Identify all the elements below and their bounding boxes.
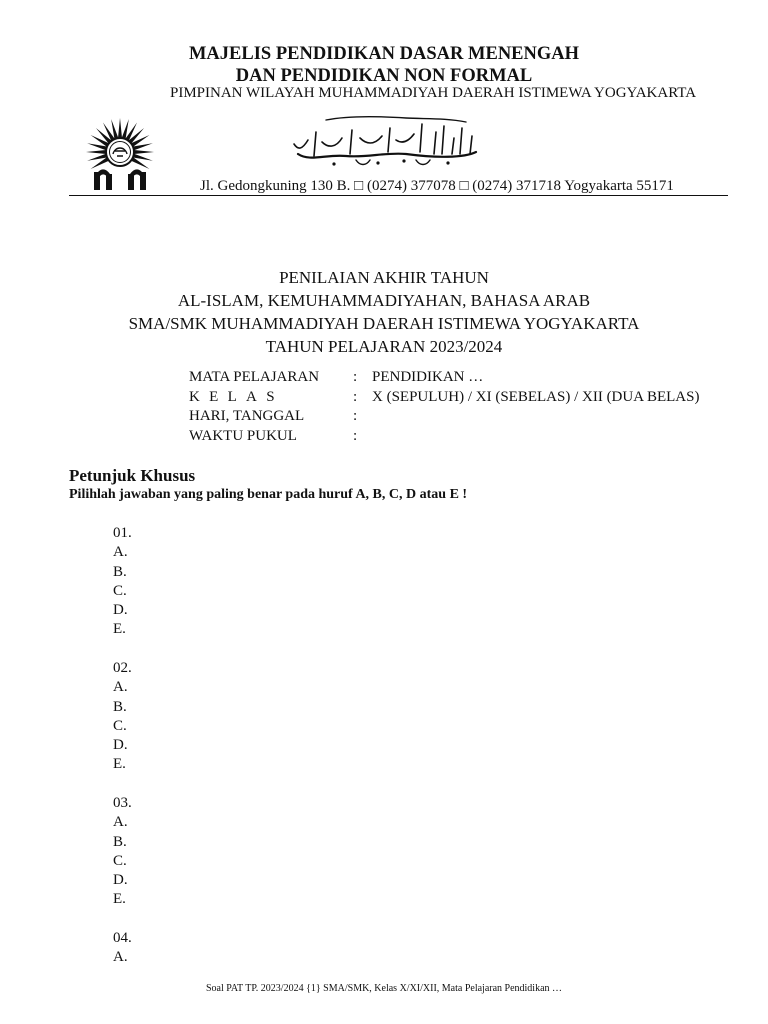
answer-option: E. xyxy=(113,756,126,773)
question-list xyxy=(113,524,132,987)
answer-option: A. xyxy=(113,814,128,831)
answer-option: E. xyxy=(113,891,126,908)
org-name-line-2: DAN PENDIDIKAN NON FORMAL xyxy=(235,66,533,86)
header-divider xyxy=(69,195,728,196)
organization-address: Jl. Gedongkuning 130 B. □ (0274) 377078 □ (0274) 371718 Yogyakarta 55171 xyxy=(200,178,674,194)
question-item xyxy=(113,929,132,968)
muhammadiyah-logo-icon xyxy=(76,116,164,192)
info-label: HARI, TANGGAL xyxy=(189,408,305,424)
answer-option: A. xyxy=(113,544,128,561)
info-colon: : xyxy=(353,369,358,385)
answer-option: C. xyxy=(113,717,127,734)
info-row-subject xyxy=(189,368,699,388)
info-value: X (SEPULUH) / XI (SEBELAS) / XII (DUA BELAS) xyxy=(372,388,700,405)
info-label: WAKTU PUKUL xyxy=(189,427,297,444)
exam-title-line-1: PENILAIAN AKHIR TAHUN xyxy=(279,268,489,287)
info-row-class xyxy=(189,388,699,408)
answer-option: D. xyxy=(113,872,128,889)
question-number: 03. xyxy=(113,794,132,811)
info-value: PENDIDIKAN … xyxy=(372,369,484,385)
answer-option: D. xyxy=(113,602,128,619)
info-colon: : xyxy=(353,427,358,444)
answer-option: A. xyxy=(113,949,128,966)
org-name-line-3: PIMPINAN WILAYAH MUHAMMADIYAH DAERAH ISTIMEWA YOGYAKARTA xyxy=(170,85,697,101)
answer-option: D. xyxy=(113,737,128,754)
exam-title-line-4: TAHUN PELAJARAN 2023/2024 xyxy=(265,337,503,356)
answer-option: C. xyxy=(113,852,127,869)
page-footer: Soal PAT TP. 2023/2024 {1} SMA/SMK, Kelas X/XI/XII, Mata Pelajaran Pendidikan … xyxy=(205,983,563,994)
question-number: 01. xyxy=(113,525,132,541)
info-row-time xyxy=(189,427,699,447)
answer-option: C. xyxy=(113,582,127,599)
exam-title-line-3: SMA/SMK MUHAMMADIYAH DAERAH ISTIMEWA YOGYAKARTA xyxy=(128,314,640,333)
info-colon: : xyxy=(353,408,358,424)
exam-info-table xyxy=(189,368,699,446)
question-item xyxy=(113,524,132,640)
instructions-text: Pilihlah jawaban yang paling benar pada huruf A, B, C, D atau E ! xyxy=(69,487,468,502)
question-number: 04. xyxy=(113,929,132,946)
answer-option: A. xyxy=(113,679,128,696)
answer-option: E. xyxy=(113,621,126,638)
instructions-heading: Petunjuk Khusus xyxy=(69,466,196,485)
info-label: MATA PELAJARAN xyxy=(189,369,320,385)
question-item xyxy=(113,794,132,910)
exam-title-line-2: AL-ISLAM, KEMUHAMMADIYAHAN, BAHASA ARAB xyxy=(177,291,591,310)
bismillah-calligraphy-icon xyxy=(286,114,486,170)
info-colon: : xyxy=(353,388,358,405)
info-label: KELAS xyxy=(189,388,284,405)
question-item xyxy=(113,659,132,775)
org-name-line-1: MAJELIS PENDIDIKAN DASAR MENENGAH xyxy=(188,44,580,64)
info-row-date xyxy=(189,407,699,427)
answer-option: B. xyxy=(113,833,127,850)
answer-option: B. xyxy=(113,563,127,580)
answer-option: B. xyxy=(113,698,127,715)
question-number: 02. xyxy=(113,659,132,676)
